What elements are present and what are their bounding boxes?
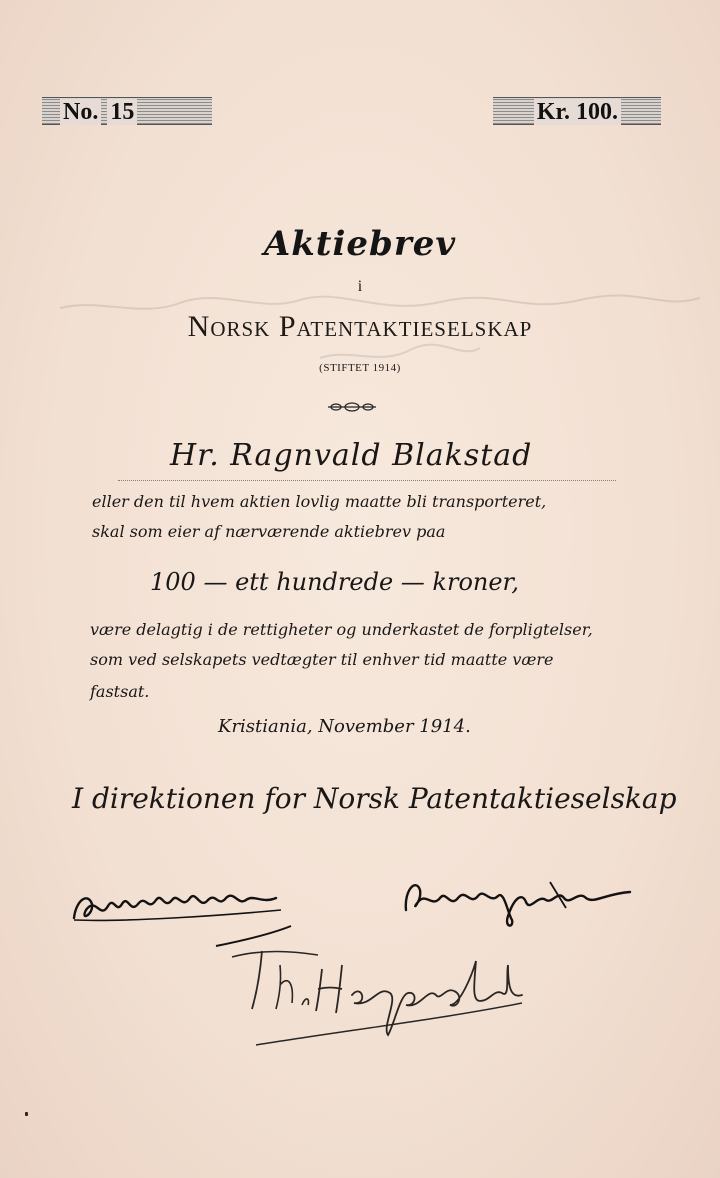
owner-clause: skal som eier af nærværende aktiebrev paa <box>92 522 446 541</box>
rights-clause: være delagtig i de rettigheter og underkastet de forpligtelser, <box>90 620 593 639</box>
signature-right <box>400 868 640 938</box>
holder-dotted-line <box>118 480 616 481</box>
title-preposition: i <box>357 278 363 295</box>
ornament-divider-icon <box>326 400 378 414</box>
founded-note: (STIFTET 1914) <box>319 362 401 374</box>
holder-name: Hr. Ragnvald Blakstad <box>170 438 533 473</box>
certificate-title: Aktiebrev <box>263 224 457 264</box>
certificate-number-box <box>42 97 212 125</box>
certificate-value-box <box>493 97 661 125</box>
place-and-date: Kristiania, November 1914. <box>218 716 471 737</box>
certificate-number-value: 15 <box>107 99 137 125</box>
transfer-clause: eller den til hvem aktien lovlig maatte bli transporteret, <box>92 492 547 511</box>
certificate-value-label: Kr. 100. <box>534 99 621 125</box>
fixed-clause: fastsat. <box>90 682 150 701</box>
board-statement: I direktionen for Norsk Patentaktieselskap <box>72 782 677 815</box>
company-name: Norsk Patentaktieselskap <box>187 310 533 343</box>
paper-speck <box>25 1112 28 1116</box>
signature-bottom <box>222 935 542 1055</box>
certificate-number-label: No. <box>60 99 101 125</box>
bylaws-clause: som ved selskapets vedtægter til enhver tid maatte være <box>90 650 554 669</box>
share-amount: 100 — ett hundrede — kroner, <box>150 568 520 596</box>
